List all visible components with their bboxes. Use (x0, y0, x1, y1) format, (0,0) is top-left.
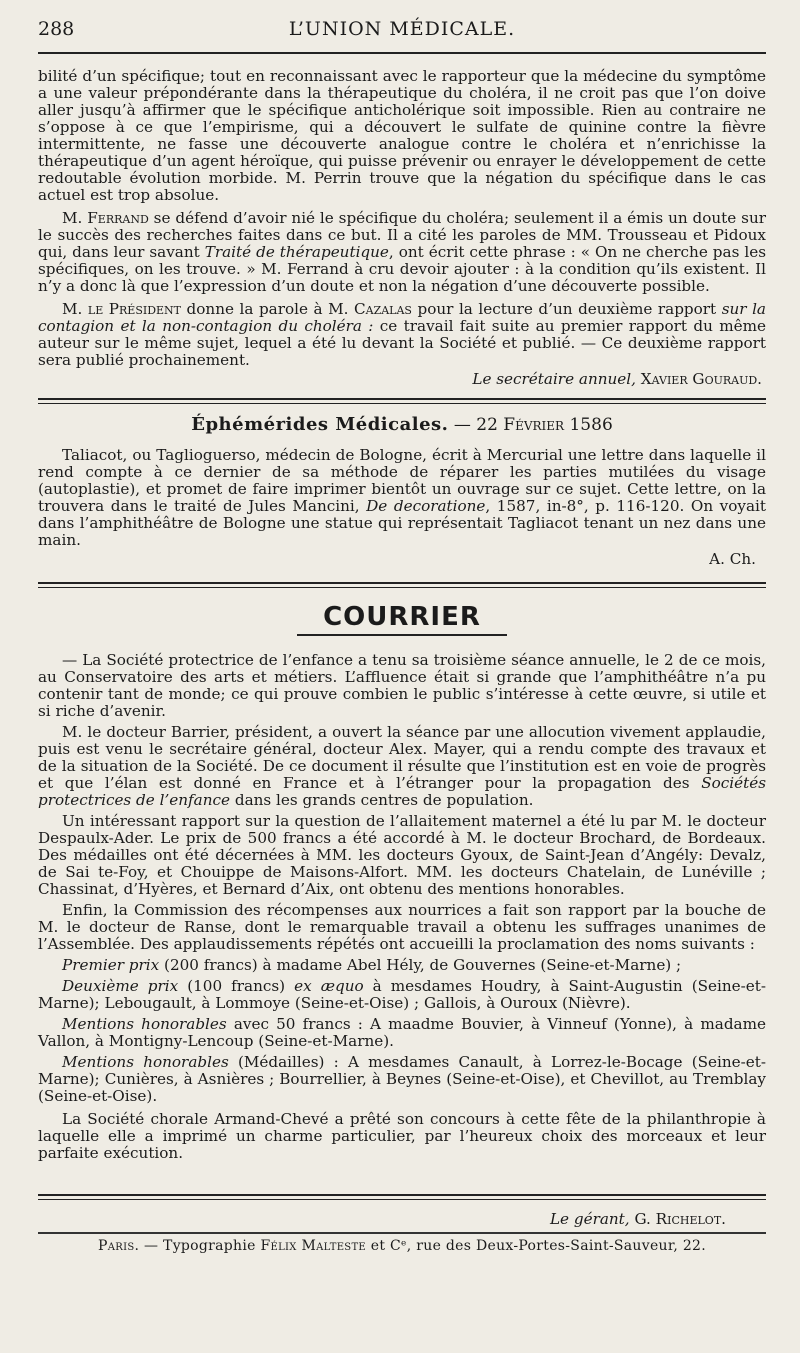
gerant-role: Le gérant, (549, 1210, 630, 1228)
footer-rule (38, 1232, 766, 1234)
paragraph-allaitement: Un intéressant rapport sur la question de l’allaitement maternel a été lu par M. le docteur Despaulx-Ader. Le prix de 500 francs a été accordé à M. le docteur Brochard, de Bordeaux. Des médailles ont été décernées à MM. les docteurs Gyoux, de Saint-Jean d’Angély: Devalz, de Sai te-Foy, et Chouippe de Maisons-Alfort. MM. les docteurs Chatelain, de Lunéville ; Chassinat, d’Hyères, et Bernard d’Aix, ont obtenu des mentions honorables. (38, 812, 766, 898)
list-item (38, 978, 766, 1012)
paragraph-taliacot (38, 447, 766, 549)
text-span: Taliacot, ou Taglioguerso, médecin de Bologne, écrit à Mercurial une lettre dans laquelle il rend compte à ce dernier de sa méthode de réparer les parties mutilées du visage (autoplastie), et promet de faire imprimer bientôt un ouvrage sur ce sujet. Cette lettre, on la trouvera dans le traité de Jules Mancini, (38, 446, 766, 515)
name-ferrand: M. Ferrand (62, 209, 149, 227)
courrier-rule (297, 634, 507, 636)
gerant-name: G. Richelot. (634, 1210, 726, 1228)
section-divider (38, 1194, 766, 1200)
gerant-signature (38, 1210, 766, 1228)
name-president: M. le Président (62, 300, 182, 318)
text-span: ce travail fait suite au premier rapport du même auteur sur le même sujet, lequel a été lu devant la Société et publié. — Ce deuxième rapport sera publié prochainement. (38, 317, 766, 369)
text-span: , ont écrit cette phrase : « On ne cherche pas les spécifiques, on les trouve. » M. Ferrand à cru devoir ajouter : à la condition qu’ils existent. Il n’y a donc là que l’expression d’un doute et non la négation d’une découverte possible. (38, 243, 766, 295)
signature-role: Le secrétaire annuel, (472, 370, 636, 388)
italic-span: Deuxième prix (62, 977, 179, 995)
paragraph-commission: Enfin, la Commission des récompenses aux nourrices a fait son rapport par la bouche de M. le docteur de Ranse, dont le remarquable travail a obtenu les suffrages unanimes de l’Assemblée. Des applaudissements répétés ont accueilli la proclamation des noms suivants : (38, 901, 766, 953)
italic-span: Traité de thérapeutique (204, 243, 389, 261)
courrier-title: COURRIER (323, 602, 481, 632)
italic-span: sur la contagion et la non-contagion du choléra : (38, 300, 766, 335)
text-span: et Cᵉ, rue des Deux-Portes-Saint-Sauveur, 22. (366, 1238, 706, 1254)
secretary-signature (38, 370, 766, 388)
paragraph-perrin: bilité d’un spécifique; tout en reconnaissant avec le rapporteur que la médecine du symptôme a une valeur prépondérante dans la thérapeutique du choléra, il ne croit pas que l’on doive aller jusqu’à affirmer que le spécifique anticholérique soit impossible. Rien au contraire ne s’oppose à ce que l’empirisme, qui a découvert le sulfate de quinine contre la fièvre intermittente, ne fasse une découverte analogue contre le choléra et n’enrichisse la thérapeutique d’un agent héroïque, qui puisse prévenir ou enrayer le développement de cette redoutable évolution morbide. M. Perrin trouve que la négation du spécifique dans le cas actuel est trop absolue. (38, 67, 766, 204)
header-rule (38, 52, 766, 54)
text-span: (100 francs) (178, 977, 295, 995)
text-span: , 1587, in-8°, p. 116-120. On voyait dans l’amphithéâtre de Bologne une statue qui représentait Tagliacot tenant un nez dans une main. (38, 497, 766, 549)
paragraph-chorale: La Société chorale Armand-Chevé a prêté son concours à cette fête de la philanthropie à laquelle elle a imprimé un charme particulier, par l’heureux choix des morceaux et leur parfaite exécution. (38, 1110, 766, 1162)
paragraph-president (38, 301, 766, 369)
ephemerides-title: Éphémérides Médicales. (191, 414, 449, 435)
signature-name: Xavier Gouraud. (640, 370, 762, 388)
journal-title: L’UNION MÉDICALE. (288, 18, 516, 40)
list-item (38, 957, 766, 974)
paragraph-societe-protectrice: — La Société protectrice de l’enfance a tenu sa troisième séance annuelle, le 2 de ce mois, au Conservatoire des arts et métiers. L’affluence était si grande que l’amphithéâtre n’a pu contenir tant de monde; ce qui prouve combien le public s’intéresse à cette œuvre, si utile et si riche d’avenir. (38, 651, 766, 720)
list-item (38, 1054, 766, 1105)
text-span: — Typographie (139, 1238, 261, 1254)
italic-span: Sociétés protectrices de l’enfance (38, 774, 766, 809)
text-span: à mesdames Houdry, à Saint-Augustin (Seine-et-Marne); Lebougault, à Lommoye (Seine-et-Oise) ; Gallois, à Ouroux (Nièvre). (38, 977, 767, 1012)
page-header (38, 18, 766, 48)
italic-span: Mentions honorables (62, 1053, 229, 1071)
section-divider (38, 398, 766, 404)
text-span: pour la lecture d’un deuxième rapport (411, 300, 722, 318)
italic-span: ex æquo (294, 977, 364, 995)
printer-footer (38, 1238, 766, 1254)
text-span: se défend d’avoir nié le spécifique du choléra; seulement il a émis un doute sur le succès des recherches faites dans ce but. Il a cité les paroles de MM. Trousseau et Pidoux qui, dans leur savant (38, 209, 766, 261)
text-span: (200 francs) à madame Abel Hély, de Gouvernes (Seine-et-Marne) ; (159, 956, 682, 974)
section-divider (38, 582, 766, 588)
italic-span: De decoratione (366, 497, 486, 515)
paragraph-barrier (38, 724, 766, 809)
italic-span: Premier prix (62, 956, 160, 974)
text-span: dans les grands centres de population. (230, 791, 534, 809)
italic-span: Mentions honorables (62, 1015, 227, 1033)
text-span: M. le docteur Barrier, président, a ouvert la séance par une allocution vivement applaudie, puis est venu le secrétaire général, docteur Alex. Mayer, qui a rendu compte des travaux et de la situation de la Société. De ce document il résulte que l’institution est en voie de progrès et que l’élan est donné en France et à l’étranger pour la propagation des (38, 723, 766, 792)
list-item (38, 1016, 766, 1050)
ephemerides-heading (38, 414, 766, 435)
text-span: (Médailles) : A mesdames Canault, à Lorrez-le-Bocage (Seine-et-Marne); Cunières, à Asnières ; Bourrellier, à Beynes (Seine-et-Oise), et Chevillot, au Tremblay (Seine-et-Oise). (38, 1053, 766, 1105)
text-span: avec 50 francs : A maadme Bouvier, à Vinneuf (Yonne), à madame Vallon, à Montigny-Lencoup (Seine-et-Marne). (38, 1015, 766, 1050)
ephemerides-signature: A. Ch. (709, 550, 756, 568)
footer-printer: Félix Malteste (260, 1238, 367, 1254)
paragraph-ferrand (38, 210, 766, 295)
text-span: donne la parole à M. (181, 300, 355, 318)
ephemerides-date: — 22 Février 1586 (453, 415, 613, 435)
page-number: 288 (38, 18, 75, 40)
footer-city: Paris. (98, 1238, 140, 1254)
name-cazalas: Cazalas (354, 300, 412, 318)
